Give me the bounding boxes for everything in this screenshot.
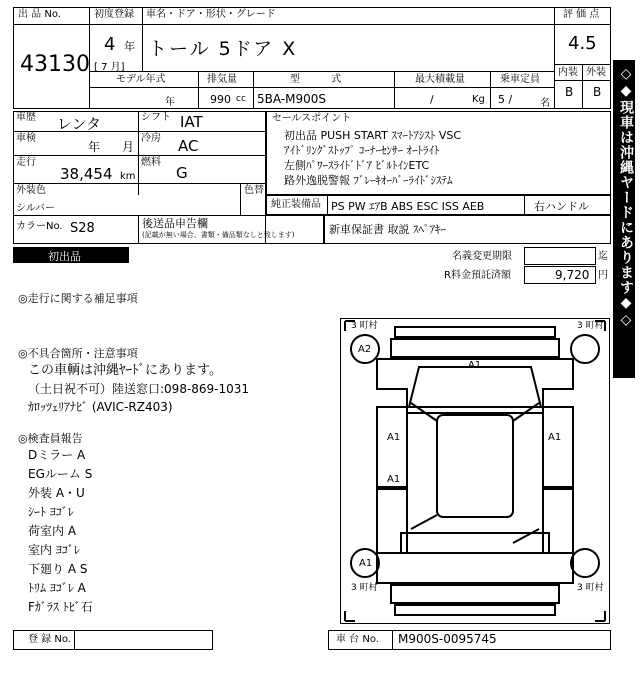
history-label: 車歴 bbox=[16, 112, 36, 123]
damage-mark: A2 bbox=[358, 344, 372, 355]
sales-point-line: 左側ﾊﾟﾜｰｽﾗｲﾄﾞﾄﾞｱ ﾋﾞﾙﾄｲﾝETC bbox=[284, 159, 430, 172]
chassis-label: 車 台 No. bbox=[336, 634, 379, 645]
inspector-line: ﾄﾘﾑ ﾖｺﾞﾚ A bbox=[28, 581, 86, 595]
exterior-label: 外装 bbox=[586, 67, 606, 78]
ac-label: 冷房 bbox=[141, 133, 161, 144]
damage-mark: A1 bbox=[468, 360, 482, 371]
capacity-unit: 名 bbox=[540, 98, 550, 109]
name-change-unit: 迄 bbox=[598, 251, 608, 262]
equipment-value: PS PW ｴｱB ABS ESC ISS AEB bbox=[331, 200, 485, 213]
defect-line: （土日祝不可）陸送窓口:098-869-1031 bbox=[28, 382, 250, 396]
equipment-label: 純正装備品 bbox=[271, 199, 321, 210]
lot-label: 出 品 No. bbox=[18, 9, 61, 20]
recycle-fee-label: R料金預託済額 bbox=[444, 270, 511, 281]
inspection-label: 車検 bbox=[16, 133, 36, 144]
displacement-unit: cc bbox=[236, 94, 246, 104]
sales-point-line: 路外逸脱警報 ﾌﾞﾚｰｷｵｰﾊﾞｰﾗｲﾄﾞｼｽﾃﾑ bbox=[284, 174, 453, 187]
sales-points-title: セールスポイント bbox=[272, 113, 352, 124]
car-diagram bbox=[340, 318, 610, 624]
inspector-line: 外装 A・U bbox=[28, 486, 85, 500]
max-load-unit: Kg bbox=[472, 94, 485, 105]
car-name: トール 5ドア X bbox=[148, 38, 298, 60]
corner-tag-bottom-left: 3 町村 bbox=[351, 583, 378, 593]
ac-value: AC bbox=[178, 137, 199, 155]
damage-mark: A1 bbox=[359, 558, 373, 569]
damage-mark: A1 bbox=[548, 432, 562, 443]
warranty-value: 新車保証書 取説 ｽﾍﾟｱｷｰ bbox=[329, 223, 446, 236]
name-change-value bbox=[524, 247, 596, 265]
mileage-value: 38,454 bbox=[60, 165, 113, 183]
model-year-unit: 年 bbox=[165, 97, 175, 108]
inspector-report-title: ◎検査員報告 bbox=[18, 432, 83, 445]
sales-point-line: ｱｲﾄﾞﾘﾝｸﾞｽﾄｯﾌﾟ ｺｰﾅｰｾﾝｻｰ ｵｰﾄﾗｲﾄ bbox=[284, 144, 440, 157]
corner-tag-top-left: 3 町村 bbox=[351, 321, 378, 331]
color-label: 外装色 bbox=[16, 185, 46, 196]
reg-year-unit: 年 bbox=[124, 40, 135, 53]
inspection-year: 年 bbox=[88, 140, 101, 154]
model-year-label: モデル年式 bbox=[116, 74, 166, 85]
handle-value: 右ハンドル bbox=[534, 200, 589, 213]
mileage-label: 走行 bbox=[16, 157, 36, 168]
shift-label: シフト bbox=[141, 112, 171, 123]
side-banner-text: ◇◆現車は沖縄ヤードにあります◆◇ bbox=[618, 66, 634, 329]
inspector-line: EGルーム S bbox=[28, 467, 93, 481]
capacity-label: 乗車定員 bbox=[500, 74, 540, 85]
defect-line: ｶﾛｯﾂｪﾘｱﾅﾋﾞ (AVIC-RZ403) bbox=[28, 400, 173, 414]
reg-year: 4 bbox=[104, 34, 116, 55]
name-change-label: 名義変更期限 bbox=[452, 251, 512, 262]
side-banner bbox=[613, 60, 635, 378]
capacity-value: 5 / bbox=[498, 93, 513, 106]
max-load-label: 最大積載量 bbox=[415, 74, 465, 85]
post-reg-note: (記載が無い場合、書類・備品類なしと致します) bbox=[142, 231, 295, 239]
rating-label: 評 価 点 bbox=[563, 9, 600, 20]
color-change-label: 色替 bbox=[244, 185, 264, 196]
fuel-label: 燃料 bbox=[141, 157, 161, 168]
max-load-value: / bbox=[430, 93, 434, 106]
interior-label: 内装 bbox=[558, 67, 578, 78]
driving-notes-title: ◎走行に関する補足事項 bbox=[18, 292, 138, 305]
displacement-value: 990 bbox=[210, 93, 231, 106]
type-value: 5BA-M900S bbox=[257, 92, 327, 106]
recycle-fee-unit: 円 bbox=[598, 270, 608, 281]
rating-score: 4.5 bbox=[568, 33, 597, 54]
inspector-line: Fｶﾞﾗｽ ﾄﾋﾞ石 bbox=[28, 600, 93, 614]
post-reg-label: 後送品申告欄 bbox=[142, 217, 208, 230]
lot-number: 43130 bbox=[20, 52, 90, 77]
displacement-label: 排気量 bbox=[207, 74, 237, 85]
reg-no-label: 登 録 No. bbox=[28, 634, 71, 645]
corner-tag-bottom-right: 3 町村 bbox=[577, 583, 604, 593]
defect-line: この車輌は沖縄ﾔｰﾄﾞにあります。 bbox=[28, 363, 222, 378]
inspector-line: ｼｰﾄ ﾖｺﾞﾚ bbox=[28, 505, 74, 519]
type-label: 型 式 bbox=[290, 74, 356, 85]
fuel-value: G bbox=[176, 164, 188, 182]
inspector-line: Dミラー A bbox=[28, 448, 86, 462]
recycle-fee-value: 9,720 bbox=[555, 268, 590, 282]
inspector-line: 室内 ﾖｺﾞﾚ bbox=[28, 543, 80, 557]
mileage-unit: km bbox=[120, 171, 136, 182]
chassis-number: M900S-0095745 bbox=[398, 632, 497, 646]
reg-month: [ 7 月] bbox=[94, 62, 125, 73]
sales-point-line: 初出品 PUSH START ｽﾏｰﾄｱｼｽﾄ VSC bbox=[284, 129, 462, 142]
first-listing-badge: 初出品 bbox=[13, 247, 129, 263]
damage-mark: A1 bbox=[387, 432, 401, 443]
color-no-value: S28 bbox=[70, 221, 95, 236]
inspection-month: 月 bbox=[122, 140, 135, 154]
exterior-grade: B bbox=[593, 85, 602, 99]
color-value: シルバー bbox=[16, 203, 56, 214]
inspector-line: 荷室内 A bbox=[28, 524, 77, 538]
damage-mark: A1 bbox=[387, 474, 401, 485]
first-reg-label: 初度登録 bbox=[94, 9, 134, 20]
history-value: レンタ bbox=[57, 115, 102, 133]
corner-tag-top-right: 3 町村 bbox=[577, 321, 604, 331]
color-no-label: カラーNo. bbox=[16, 221, 63, 232]
shift-value: IAT bbox=[180, 113, 203, 131]
defect-notes-title: ◎不具合箇所・注意事項 bbox=[18, 347, 138, 360]
interior-grade: B bbox=[565, 85, 574, 99]
inspector-line: 下廻り A S bbox=[28, 562, 88, 576]
car-name-label: 車名・ドア・形状・グレード bbox=[146, 9, 276, 20]
